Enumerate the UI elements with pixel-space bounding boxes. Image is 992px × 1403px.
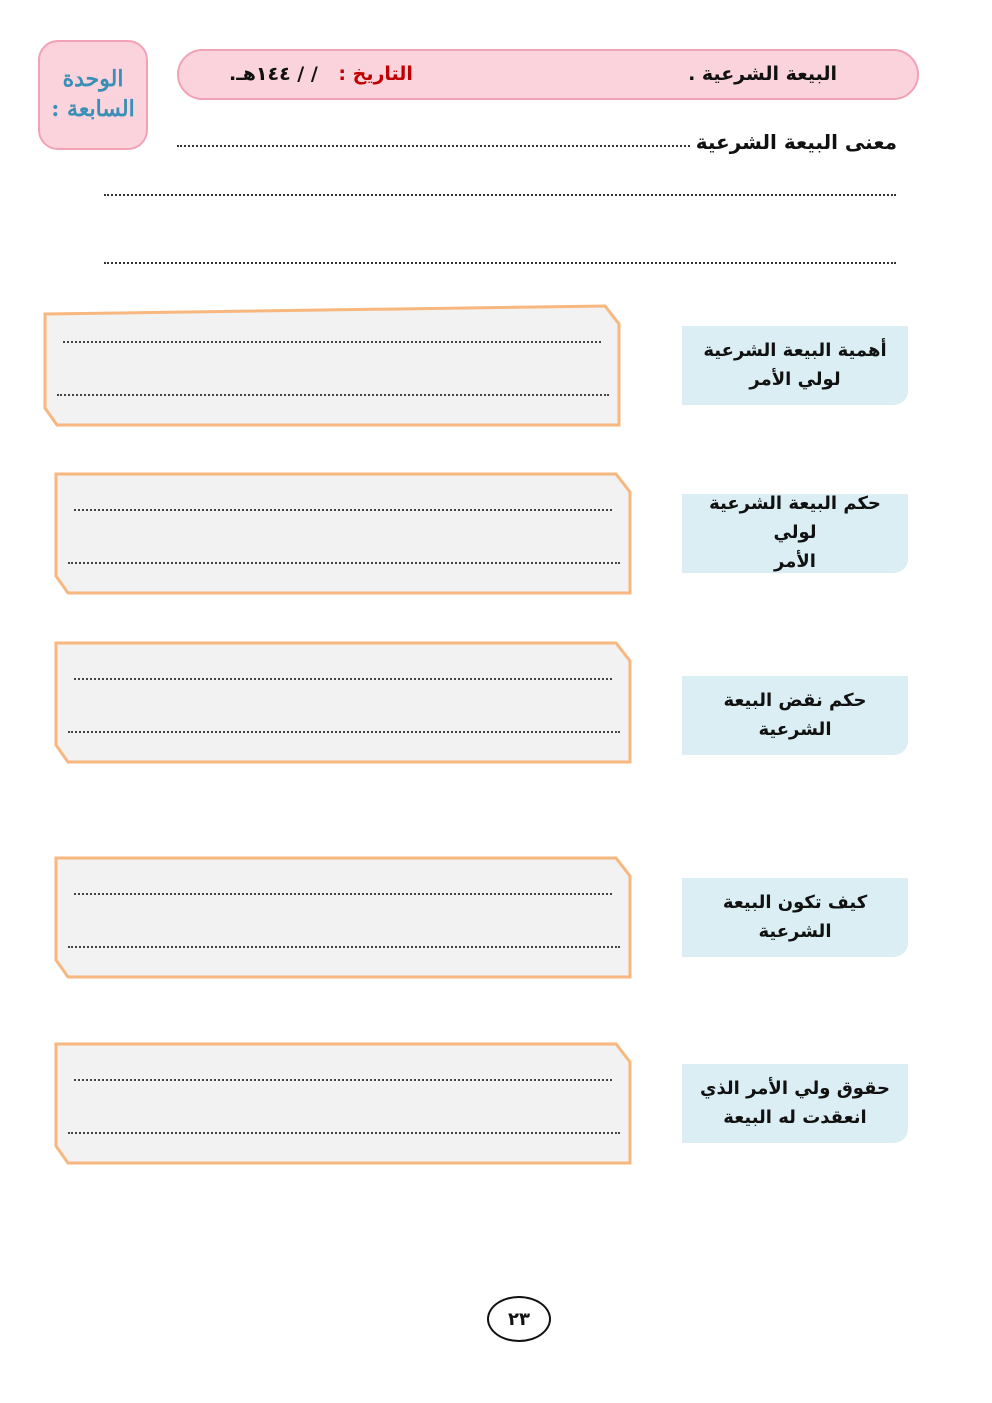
meaning-answer-line-2[interactable] (104, 194, 896, 196)
meaning-answer-line-3[interactable] (104, 262, 896, 264)
unit-badge-line1: الوحدة (62, 66, 124, 93)
answer-2-line-1[interactable] (74, 509, 612, 511)
answer-box-5[interactable] (54, 1042, 632, 1165)
question-3-line1: حكم نقض البيعة الشرعية (723, 689, 867, 740)
answer-box-1-frame (43, 304, 621, 427)
question-label-4 (682, 878, 908, 957)
header-bar (177, 49, 919, 100)
answer-5-line-1[interactable] (74, 1079, 612, 1081)
answer-3-line-1[interactable] (74, 678, 612, 680)
answer-box-4-frame (54, 856, 632, 979)
answer-box-5-frame (54, 1042, 632, 1165)
answer-4-line-2[interactable] (68, 946, 620, 948)
page-number: ٢٣ (487, 1296, 551, 1342)
question-label-5 (682, 1064, 908, 1143)
answer-box-2[interactable] (54, 472, 632, 595)
question-1-line1: أهمية البيعة الشرعية (703, 339, 887, 361)
question-label-1 (682, 326, 908, 405)
date-group (229, 63, 413, 85)
unit-badge (38, 40, 148, 150)
answer-1-line-2[interactable] (57, 394, 609, 396)
question-5-line2: انعقدت له البيعة (723, 1106, 867, 1128)
answer-box-2-frame (54, 472, 632, 595)
date-value: / / ١٤٤هـ. (229, 63, 318, 85)
question-2-line2: الأمر (774, 550, 816, 572)
answer-box-3[interactable] (54, 641, 632, 764)
answer-3-line-2[interactable] (68, 731, 620, 733)
answer-box-1[interactable] (43, 304, 621, 427)
answer-4-line-1[interactable] (74, 893, 612, 895)
question-label-2 (682, 494, 908, 573)
meaning-answer-line[interactable] (177, 145, 690, 147)
question-label-3 (682, 676, 908, 755)
question-1-line2: لولي الأمر (749, 368, 841, 390)
answer-box-4[interactable] (54, 856, 632, 979)
date-label: التاريخ : (338, 63, 413, 85)
answer-1-line-1[interactable] (63, 341, 601, 343)
question-2-line1: حكم البيعة الشرعية لولي (709, 493, 881, 544)
meaning-label: معنى البيعة الشرعية (695, 130, 897, 154)
answer-2-line-2[interactable] (68, 562, 620, 564)
unit-badge-line2: السابعة : (51, 96, 135, 122)
question-5-line1: حقوق ولي الأمر الذي (700, 1077, 891, 1099)
meaning-row (177, 122, 897, 154)
question-4-line1: كيف تكون البيعة الشرعية (722, 891, 868, 942)
answer-5-line-2[interactable] (68, 1132, 620, 1134)
lesson-title: البيعة الشرعية . (688, 63, 837, 85)
answer-box-3-frame (54, 641, 632, 764)
